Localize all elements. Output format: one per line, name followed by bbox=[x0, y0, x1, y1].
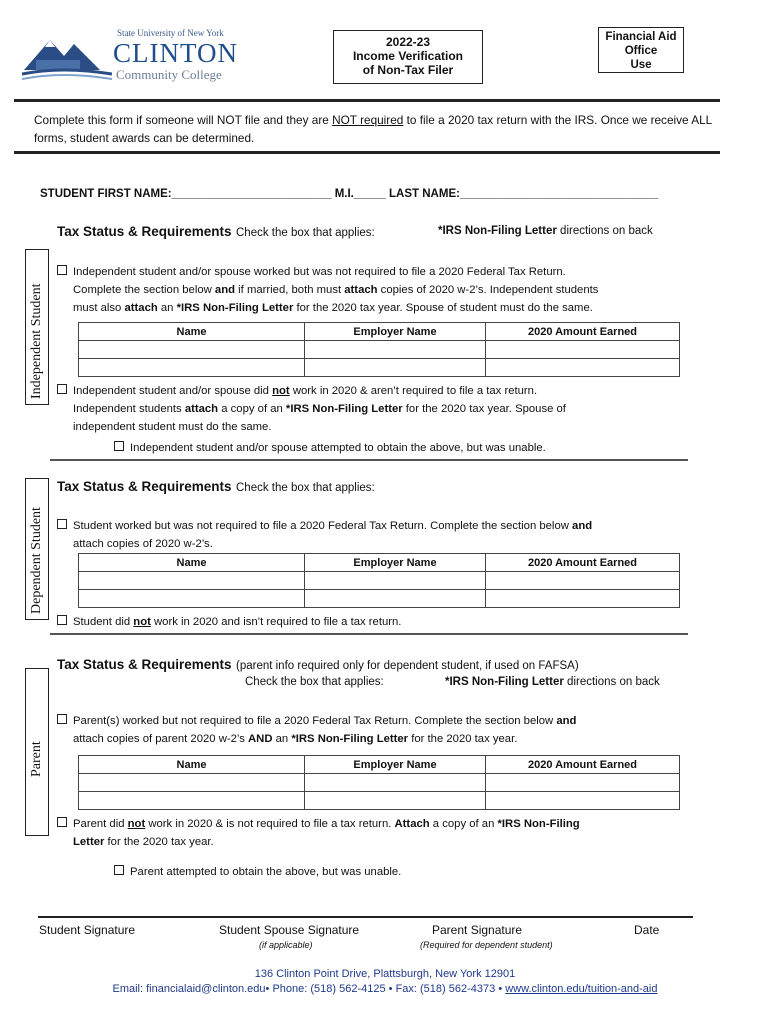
option-text-bold: Attach bbox=[394, 818, 430, 830]
option-text: Independent student and/or spouse attempted to obtain the above, but was unable. bbox=[130, 442, 546, 454]
option-text-bold: not bbox=[133, 616, 151, 628]
dependent-title: Tax Status & Requirements bbox=[57, 479, 232, 494]
parent-check-line: Check the box that applies: bbox=[245, 676, 384, 688]
independent-option-3 bbox=[114, 439, 546, 457]
independent-option-1 bbox=[57, 263, 707, 317]
name-cell[interactable] bbox=[79, 774, 305, 792]
option-text-bold: not bbox=[127, 818, 146, 830]
footer-address: 136 Clinton Point Drive, Plattsburgh, New York 12901 bbox=[254, 968, 516, 980]
option-text-bold: *IRS Non-Filing Letter bbox=[291, 733, 409, 745]
option-text-bold: attach bbox=[124, 302, 158, 314]
col-name: Name bbox=[79, 554, 305, 572]
option-text-bold: *IRS Non-Filing Letter bbox=[176, 302, 294, 314]
independent-earnings-table bbox=[78, 322, 680, 377]
option-text: an bbox=[272, 733, 292, 745]
spouse-signature-label: Student Spouse Signature bbox=[219, 923, 360, 937]
note-rest: directions on back bbox=[560, 225, 653, 237]
intro-rule bbox=[14, 151, 720, 154]
amount-cell[interactable] bbox=[486, 774, 680, 792]
dependent-option-1 bbox=[57, 517, 707, 553]
independent-header bbox=[57, 223, 375, 241]
parent-earnings-table bbox=[78, 755, 680, 810]
date-label: Date bbox=[634, 923, 660, 937]
parent-worked-checkbox[interactable] bbox=[57, 714, 67, 724]
dependent-earnings-table bbox=[78, 553, 680, 608]
parent-header bbox=[57, 656, 579, 674]
parent-label: Parent bbox=[29, 741, 44, 777]
parent-signature-label: Parent Signature bbox=[432, 923, 523, 937]
option-text-bold: and bbox=[556, 715, 577, 727]
intro-part1: Complete this form if someone will NOT file and they are bbox=[34, 113, 333, 127]
footer-contact bbox=[0, 983, 770, 995]
option-text-bold: AND bbox=[248, 733, 273, 745]
col-amount: 2020 Amount Earned bbox=[486, 323, 680, 341]
table-row bbox=[79, 590, 680, 608]
section-divider bbox=[50, 459, 688, 461]
table-header-row bbox=[79, 756, 680, 774]
independent-label-box bbox=[25, 249, 49, 405]
parent-title: Tax Status & Requirements bbox=[57, 657, 232, 672]
name-cell[interactable] bbox=[79, 572, 305, 590]
form-year: 2022-23 bbox=[385, 35, 431, 49]
independent-option-2 bbox=[57, 382, 707, 436]
irs-letter-note: *IRS Non-Filing Letter bbox=[445, 676, 564, 688]
table-header-row bbox=[79, 323, 680, 341]
signature-line bbox=[38, 916, 693, 918]
option-text-bold: *IRS Non-Filing bbox=[497, 818, 580, 830]
parent-note bbox=[445, 676, 660, 688]
dependent-title-sub: Check the box that applies: bbox=[236, 482, 375, 494]
option-text: attach copies of parent 2020 w-2’s bbox=[73, 733, 249, 745]
logo-name: CLINTON bbox=[113, 38, 238, 68]
option-text: if married, both must bbox=[235, 284, 345, 296]
option-text-bold: *IRS Non-Filing Letter bbox=[285, 403, 403, 415]
option-text-bold: not bbox=[272, 385, 290, 397]
option-text: an bbox=[157, 302, 177, 314]
option-text: Student worked but was not required to file a 2020 Federal Tax Return. Complete the section below bbox=[73, 520, 573, 532]
footer-website-link[interactable]: www.clinton.edu/tuition-and-aid bbox=[505, 983, 658, 995]
footer-fax: Fax: (518) 562-4373 bbox=[392, 983, 499, 995]
option-text: for the 2020 tax year. bbox=[104, 836, 214, 848]
option-text: copies of 2020 w-2’s. Independent students bbox=[377, 284, 599, 296]
table-header-row bbox=[79, 554, 680, 572]
option-text-bold: attach bbox=[344, 284, 378, 296]
table-row bbox=[79, 341, 680, 359]
section-divider bbox=[50, 633, 688, 635]
table-row bbox=[79, 359, 680, 377]
independent-unable-checkbox[interactable] bbox=[114, 441, 124, 451]
option-text: for the 2020 tax year. Spouse of bbox=[402, 403, 566, 415]
option-text: independent student must do the same. bbox=[73, 421, 272, 433]
parent-unable-checkbox[interactable] bbox=[114, 865, 124, 875]
option-text: attach copies of 2020 w-2’s. bbox=[73, 538, 213, 550]
independent-note bbox=[438, 225, 653, 237]
amount-cell[interactable] bbox=[486, 590, 680, 608]
option-text: must also bbox=[73, 302, 125, 314]
employer-cell[interactable] bbox=[305, 341, 486, 359]
dependent-option-2 bbox=[57, 613, 401, 631]
col-employer: Employer Name bbox=[305, 323, 486, 341]
name-cell[interactable] bbox=[79, 792, 305, 810]
employer-cell[interactable] bbox=[305, 774, 486, 792]
dependent-label-box bbox=[25, 478, 49, 620]
parent-option-2 bbox=[57, 815, 707, 851]
parent-title-sub: (parent info required only for dependent student, if used on FAFSA) bbox=[236, 660, 579, 672]
college-logo bbox=[22, 30, 112, 82]
independent-title: Tax Status & Requirements bbox=[57, 224, 232, 239]
footer-separator: • bbox=[498, 983, 503, 995]
office-use-line2: Office bbox=[624, 45, 658, 57]
option-text: a copy of an bbox=[429, 818, 498, 830]
col-name: Name bbox=[79, 323, 305, 341]
form-title-box bbox=[333, 30, 483, 84]
option-text: a copy of an bbox=[218, 403, 286, 415]
independent-worked-checkbox[interactable] bbox=[57, 265, 67, 275]
employer-cell[interactable] bbox=[305, 359, 486, 377]
office-use-line1: Financial Aid bbox=[605, 31, 677, 43]
office-use-line3: Use bbox=[630, 59, 652, 71]
intro-underlined: NOT required bbox=[332, 113, 404, 127]
option-text: work in 2020 & aren’t required to file a tax return. bbox=[289, 385, 538, 397]
footer-email[interactable]: Email: financialaid@clinton.edu bbox=[112, 983, 266, 995]
form-title: Income Verification bbox=[352, 49, 464, 63]
option-text-bold: attach bbox=[184, 403, 219, 415]
option-text: Independent student and/or spouse did bbox=[73, 385, 273, 397]
option-text-bold: and bbox=[214, 284, 236, 296]
independent-title-sub: Check the box that applies: bbox=[236, 227, 375, 239]
option-text-bold: Letter bbox=[73, 836, 105, 848]
irs-letter-note: *IRS Non-Filing Letter bbox=[438, 225, 557, 237]
option-text: work in 2020 and isn’t required to file a tax return. bbox=[150, 616, 402, 628]
office-use-box bbox=[598, 27, 684, 73]
parent-signature-note: (Required for dependent student) bbox=[420, 940, 553, 950]
table-row bbox=[79, 572, 680, 590]
student-signature-label: Student Signature bbox=[39, 923, 136, 937]
table-row bbox=[79, 792, 680, 810]
col-employer: Employer Name bbox=[305, 756, 486, 774]
dependent-label: Dependent Student bbox=[29, 507, 44, 614]
logo-subtitle: Community College bbox=[116, 67, 222, 82]
employer-cell[interactable] bbox=[305, 792, 486, 810]
table-row bbox=[79, 774, 680, 792]
option-text: Independent students bbox=[73, 403, 185, 415]
independent-not-worked-checkbox[interactable] bbox=[57, 384, 67, 394]
option-text: work in 2020 & is not required to file a tax return. bbox=[145, 818, 395, 830]
parent-option-1 bbox=[57, 712, 707, 748]
option-text: Parent(s) worked but not required to file a 2020 Federal Tax Return. Complete the section below bbox=[73, 715, 557, 727]
intro-text bbox=[34, 111, 714, 147]
option-text: Independent student and/or spouse worked but was not required to file a 2020 Federal Tax Return. bbox=[73, 266, 566, 278]
employer-cell[interactable] bbox=[305, 590, 486, 608]
amount-cell[interactable] bbox=[486, 792, 680, 810]
option-text: for the 2020 tax year. bbox=[408, 733, 518, 745]
col-name: Name bbox=[79, 756, 305, 774]
parent-option-3 bbox=[114, 863, 401, 881]
footer-phone: Phone: (518) 562-4125 bbox=[269, 983, 389, 995]
student-name-line[interactable]: STUDENT FIRST NAME:_________________________ M.I._____ LAST NAME:_______________________________ bbox=[40, 188, 659, 200]
amount-cell[interactable] bbox=[486, 341, 680, 359]
name-cell[interactable] bbox=[79, 590, 305, 608]
option-text: Student did bbox=[73, 616, 134, 628]
amount-cell[interactable] bbox=[486, 359, 680, 377]
option-text-bold: and bbox=[572, 520, 593, 532]
logo-mountains-icon bbox=[22, 30, 112, 82]
form-title-2: of Non-Tax Filer bbox=[362, 63, 454, 77]
option-text: Parent attempted to obtain the above, but was unable. bbox=[130, 866, 402, 878]
col-amount: 2020 Amount Earned bbox=[486, 554, 680, 572]
note-rest: directions on back bbox=[567, 676, 660, 688]
dependent-worked-checkbox[interactable] bbox=[57, 519, 67, 529]
header-rule bbox=[14, 99, 720, 102]
footer-separator: • bbox=[265, 983, 270, 995]
parent-label-box bbox=[25, 668, 49, 836]
parent-not-worked-checkbox[interactable] bbox=[57, 817, 67, 827]
footer-separator: • bbox=[388, 983, 393, 995]
option-text: for the 2020 tax year. Spouse of student must do the same. bbox=[293, 302, 593, 314]
spouse-signature-note: (if applicable) bbox=[259, 940, 313, 950]
independent-label: Independent Student bbox=[29, 283, 44, 399]
dependent-header bbox=[57, 478, 375, 496]
employer-cell[interactable] bbox=[305, 572, 486, 590]
col-employer: Employer Name bbox=[305, 554, 486, 572]
col-amount: 2020 Amount Earned bbox=[486, 756, 680, 774]
name-cell[interactable] bbox=[79, 359, 305, 377]
option-text: Complete the section below bbox=[73, 284, 215, 296]
dependent-not-worked-checkbox[interactable] bbox=[57, 615, 67, 625]
name-cell[interactable] bbox=[79, 341, 305, 359]
intro-part2: to file a 2020 tax return with the IRS. Once we receive ALL forms, student awards can be determined. bbox=[34, 113, 712, 145]
amount-cell[interactable] bbox=[486, 572, 680, 590]
logo-university-text: State University of New York bbox=[117, 28, 224, 38]
option-text: Parent did bbox=[73, 818, 128, 830]
